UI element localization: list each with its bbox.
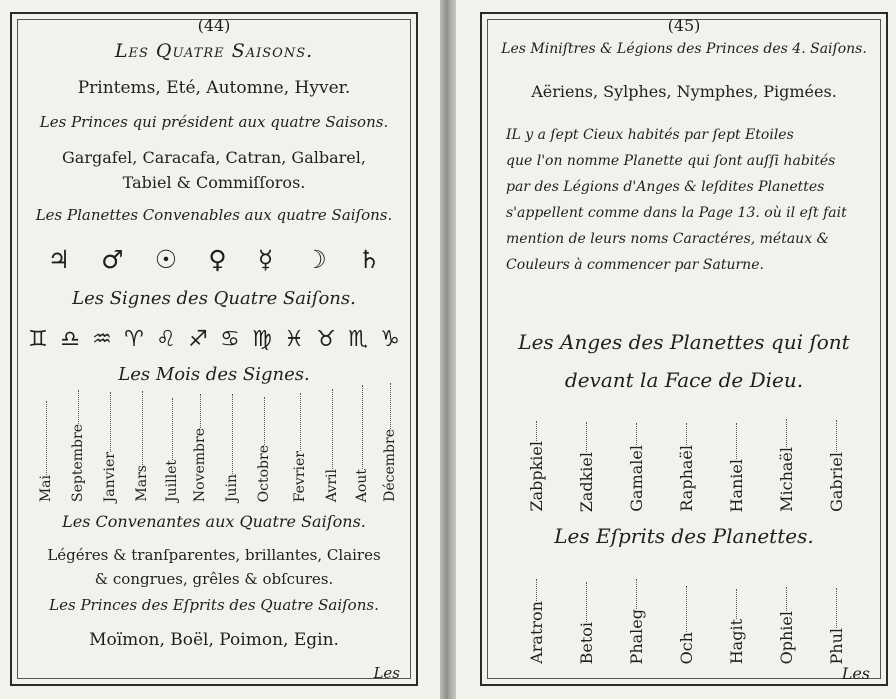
angel-name: Gamalel: [626, 445, 646, 512]
esprit-column: [624, 579, 648, 664]
month-column: [188, 394, 212, 502]
esprit-column: [574, 582, 598, 664]
leader-dots: [78, 390, 79, 424]
month-label: Avril: [324, 468, 340, 502]
capricorn-sign-icon: ♑: [380, 326, 400, 352]
signs-heading: Les Signes des Quatre Saiſons.: [72, 288, 356, 309]
esprit-column: [824, 588, 848, 665]
esprit-column: [524, 579, 548, 664]
month-label: Mars: [134, 465, 150, 502]
month-column: [34, 401, 58, 502]
leo-sign-icon: ♌: [156, 326, 176, 352]
esprit-name: Aratron: [526, 601, 546, 664]
esprit-name: Hagit: [726, 618, 746, 664]
month-label: Fevrier: [292, 450, 308, 502]
paragraph-line: Couleurs à commencer par Saturne.: [506, 257, 764, 273]
month-label: Novembre: [192, 427, 208, 502]
months-heading: Les Mois des Signes.: [118, 364, 310, 385]
esprits-heading: Les Eſprits des Planettes.: [554, 524, 814, 548]
angel-column: [774, 419, 798, 512]
leader-dots: [46, 401, 47, 475]
right-page-title: Les Miniſtres & Légions des Princes des 4. Saiſons.: [501, 41, 867, 57]
angel-name: Michaël: [776, 447, 796, 512]
convenantes-heading: Les Convenantes aux Quatre Saiſons.: [62, 512, 366, 531]
angel-name: Gabriel: [826, 452, 846, 512]
taurus-sign-icon: ♉: [316, 326, 336, 352]
angel-column: [724, 423, 748, 513]
month-label: Décembre: [382, 429, 398, 502]
catchword: Les: [841, 664, 870, 683]
esprit-name: Phul: [826, 627, 846, 664]
month-column: [320, 389, 344, 502]
leader-dots: [586, 422, 587, 452]
leader-dots: [586, 582, 587, 622]
convenantes-line-2: & congrues, grêles & obſcures.: [94, 570, 334, 588]
right-page-frame: [480, 12, 888, 686]
leader-dots: [200, 394, 201, 428]
sagittarius-sign-icon: ♐: [188, 326, 208, 352]
month-label: Juin: [224, 473, 240, 502]
esprit-column: [724, 589, 748, 664]
princes-esprits-heading: Les Princes des Eſprits des Quatre Saiſons.: [49, 596, 379, 614]
paragraph-line: IL y a ſept Cieux habités par ſept Etoiles: [506, 127, 794, 143]
month-column: [288, 393, 312, 502]
months-columns: [26, 354, 402, 502]
virgo-sign-icon: ♍: [252, 326, 272, 352]
angel-column: [624, 423, 648, 512]
month-label: Septembre: [70, 424, 86, 502]
angel-name: Raphaël: [676, 445, 696, 512]
month-column: [350, 385, 374, 502]
leader-dots: [390, 383, 391, 429]
leader-dots: [536, 421, 537, 441]
month-label: Mai: [38, 474, 54, 502]
leader-dots: [300, 393, 301, 451]
month-label: Janvier: [102, 451, 118, 502]
moon-symbol-icon: ☽: [304, 244, 327, 274]
leader-dots: [736, 589, 737, 619]
leader-dots: [636, 423, 637, 445]
aquarius-sign-icon: ♒: [92, 326, 112, 352]
princes-esprits-names: Moïmon, Boël, Poimon, Egin.: [89, 630, 339, 650]
aries-sign-icon: ♈: [124, 326, 144, 352]
seasons-line: Printems, Eté, Automne, Hyver.: [77, 78, 351, 98]
esprit-name: Betoi: [576, 621, 596, 664]
angel-column: [824, 420, 848, 512]
mars-symbol-icon: ♂: [101, 244, 124, 274]
angel-name: Zadkiel: [576, 451, 596, 512]
angels-heading-line-2: devant la Face de Dieu.: [564, 368, 804, 392]
book-gutter: [440, 0, 456, 699]
leader-dots: [836, 420, 837, 452]
planet-symbols-row: [32, 242, 396, 276]
month-column: [130, 391, 154, 502]
leader-dots: [736, 423, 737, 459]
leader-dots: [686, 423, 687, 445]
leader-dots: [142, 391, 143, 465]
leader-dots: [786, 419, 787, 447]
scorpio-sign-icon: ♏: [348, 326, 368, 352]
angel-column: [524, 421, 548, 512]
leader-dots: [332, 389, 333, 469]
month-column: [98, 392, 122, 502]
month-label: Aout: [354, 468, 370, 502]
paragraph-line: s'appellent comme dans la Page 13. où il eſt fait: [506, 205, 847, 221]
venus-symbol-icon: ♀: [208, 244, 227, 274]
right-page: [456, 0, 896, 699]
paragraph-line: mention de leurs noms Caractéres, métaux &: [506, 231, 830, 247]
jupiter-symbol-icon: ♃: [47, 244, 70, 274]
leader-dots: [232, 394, 233, 474]
esprit-name: Ophiel: [776, 610, 796, 664]
princes-line-1: Gargafel, Caracafa, Catran, Galbarel,: [62, 148, 366, 167]
leader-dots: [362, 385, 363, 469]
esprit-column: [774, 587, 798, 664]
pisces-sign-icon: ♓: [284, 326, 304, 352]
leader-dots: [836, 588, 837, 628]
libra-sign-icon: ♎: [60, 326, 80, 352]
left-page-frame: [10, 12, 418, 686]
left-page-number: (44): [197, 16, 231, 35]
angel-name: Zabpkiel: [526, 441, 546, 512]
zodiac-signs-row: [22, 324, 406, 354]
month-column: [220, 394, 244, 502]
left-page: [0, 0, 440, 699]
leader-dots: [686, 586, 687, 632]
left-page-title: Les Quatre Saisons.: [114, 40, 314, 62]
leader-dots: [264, 397, 265, 445]
angel-column: [674, 423, 698, 512]
convenantes-line-1: Légéres & tranſparentes, brillantes, Claires: [47, 546, 381, 564]
month-column: [378, 383, 402, 502]
esprit-name: Phaleg: [626, 608, 646, 664]
esprits-columns: [518, 554, 878, 664]
angel-name: Haniel: [726, 458, 746, 512]
month-label: Juillet: [164, 460, 180, 502]
spirits-line: Aëriens, Sylphes, Nymphes, Pigmées.: [531, 82, 837, 101]
planets-heading: Les Planettes Convenables aux quatre Saiſons.: [35, 206, 393, 224]
paragraph-line: que l'on nomme Planette qui ſont auſſi habités: [506, 153, 836, 169]
leader-dots: [636, 579, 637, 609]
right-page-number: (45): [667, 16, 701, 35]
paragraph-line: par des Légions d'Anges & leſdites Planettes: [506, 179, 825, 195]
month-column: [66, 390, 90, 502]
esprit-column: [674, 586, 698, 664]
princes-heading: Les Princes qui président aux quatre Saisons.: [39, 113, 389, 131]
catchword: Les: [373, 664, 400, 682]
princes-line-2: Tabiel & Commiſſoros.: [122, 173, 306, 192]
month-label: Octobre: [256, 444, 272, 502]
saturn-symbol-icon: ♄: [357, 244, 381, 274]
month-column: [252, 397, 276, 502]
gemini-sign-icon: ♊: [28, 326, 48, 352]
angels-columns: [518, 394, 878, 512]
month-column: [160, 398, 184, 502]
angels-heading-line-1: Les Anges des Planettes qui ſont: [518, 330, 850, 354]
leader-dots: [110, 392, 111, 452]
esprit-name: Och: [676, 631, 696, 664]
leader-dots: [786, 587, 787, 611]
sun-symbol-icon: ☉: [154, 244, 178, 274]
leader-dots: [536, 579, 537, 601]
leader-dots: [172, 398, 173, 460]
mercury-symbol-icon: ☿: [257, 244, 274, 274]
angel-column: [574, 422, 598, 512]
cancer-sign-icon: ♋: [220, 326, 240, 352]
